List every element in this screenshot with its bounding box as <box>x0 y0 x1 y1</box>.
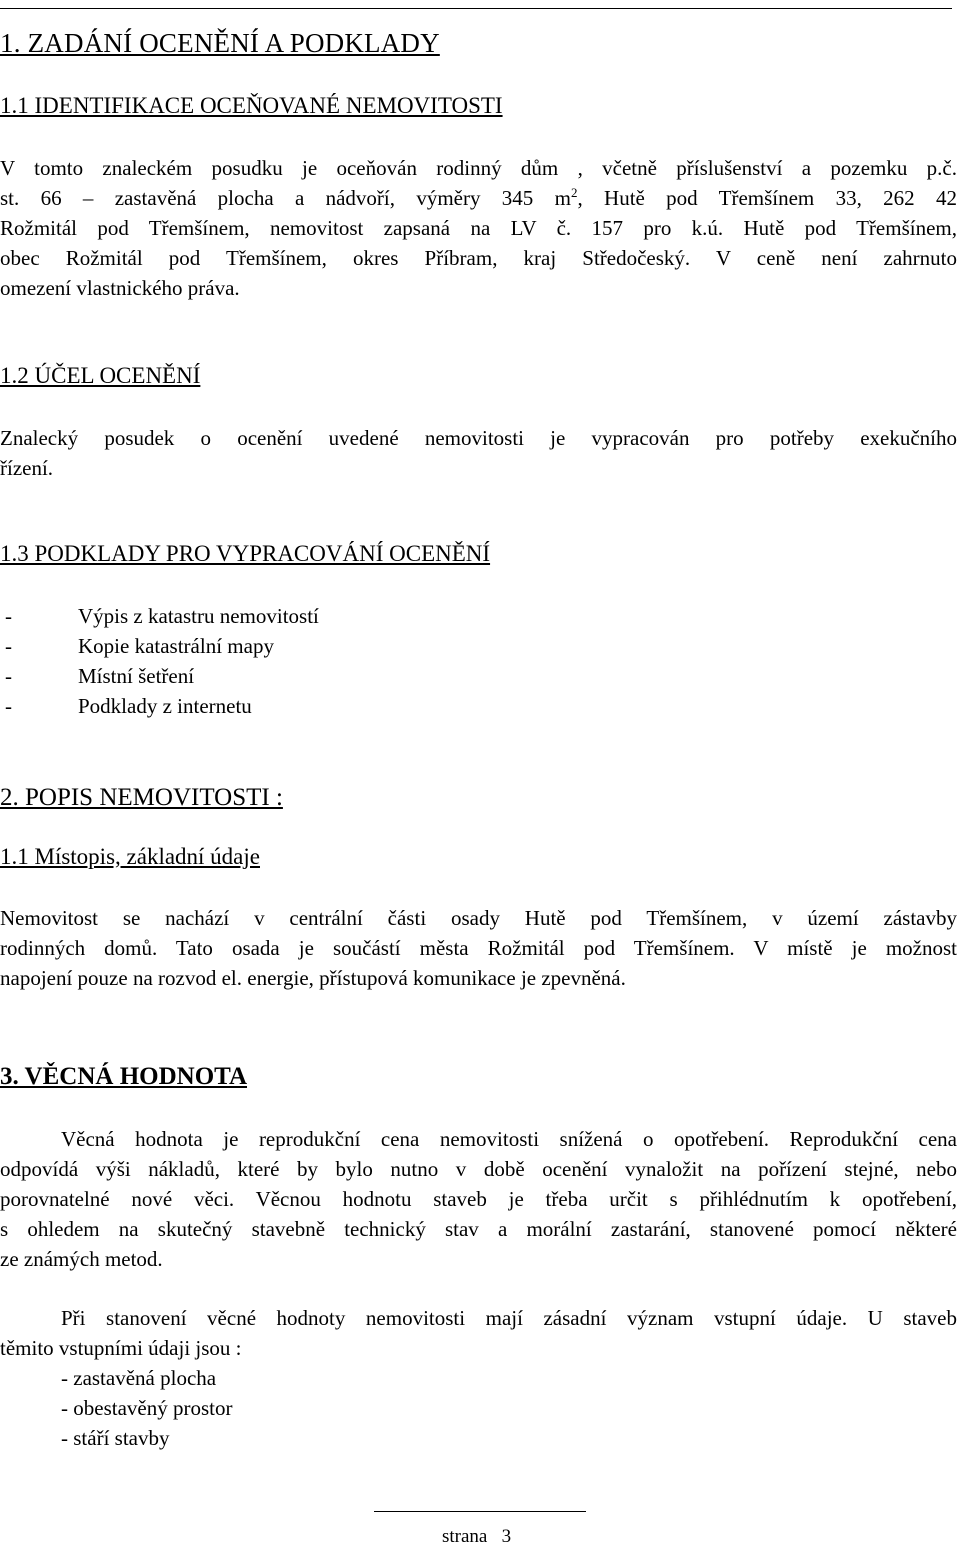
bullet: - <box>5 694 12 718</box>
superscript: 2 <box>570 185 578 200</box>
list-item-text: Výpis z katastru nemovitostí <box>78 604 319 628</box>
section-1-1-title: 1.1 IDENTIFIKACE OCEŇOVANÉ NEMOVITOSTI <box>0 93 503 118</box>
list-item: - obestavěný prostor <box>61 1396 233 1420</box>
section-3-paragraph-1 <box>0 1124 957 1274</box>
area-text: st. 66 – zastavěná plocha a nádvoří, výměry 345 m <box>0 186 571 210</box>
paragraph-line: napojení pouze na rozvod el. energie, přístupová komunikace je zpevněná. <box>0 966 626 990</box>
paragraph-line: V tomto znaleckém posudku je oceňován rodinný dům , včetně příslušenství a pozemku p.č. <box>0 156 957 180</box>
section-1-2-paragraph <box>0 423 957 483</box>
section-2-1-paragraph <box>0 903 957 993</box>
paragraph-line: Věcná hodnota je reprodukční cena nemovitosti snížená o opotřebení. Reprodukční cena <box>61 1127 957 1151</box>
paragraph-line: odpovídá výši nákladů, které by bylo nutno v době ocenění vynaložit na pořízení stejné, nebo <box>0 1157 957 1181</box>
list-item <box>0 691 319 721</box>
inputs-list <box>0 1363 232 1453</box>
list-item: - stáří stavby <box>61 1426 170 1450</box>
paragraph-line: Znalecký posudek o ocenění uvedené nemovitosti je vypracován pro potřeby exekučního <box>0 426 957 450</box>
section-1-1-paragraph <box>0 153 957 303</box>
paragraph-line: Nemovitost se nachází v centrální části osady Hutě pod Třemšínem, v území zástavby <box>0 906 957 930</box>
section-2-title: 2. POPIS NEMOVITOSTI : <box>0 784 283 811</box>
list-item-text: Místní šetření <box>78 664 195 688</box>
bullet: - <box>5 664 12 688</box>
list-item <box>0 601 319 631</box>
section-1-2-title: 1.2 ÚČEL OCENĚNÍ <box>0 363 201 388</box>
list-item-text: Podklady z internetu <box>78 694 252 718</box>
paragraph-line: Rožmitál pod Třemšínem, nemovitost zapsaná na LV č. 157 pro k.ú. Hutě pod Třemšínem, <box>0 216 957 240</box>
address-text: , Hutě pod Třemšínem 33, 262 42 <box>577 186 957 210</box>
paragraph-line: omezení vlastnického práva. <box>0 276 240 300</box>
paragraph-line: obec Rožmitál pod Třemšínem, okres Příbram, kraj Středočeský. V ceně není zahrnuto <box>0 246 957 270</box>
sources-list <box>0 601 319 721</box>
paragraph-line: Při stanovení věcné hodnoty nemovitosti mají zásadní význam vstupní údaje. U staveb <box>61 1306 957 1330</box>
paragraph-line: ze známých metod. <box>0 1247 163 1271</box>
paragraph-line: s ohledem na skutečný stavebně technický stav a morální zastarání, stanovené pomocí některé <box>0 1217 957 1241</box>
page-number: strana 3 <box>442 1526 512 1547</box>
section-3-paragraph-2 <box>0 1303 957 1363</box>
section-3-title: 3. VĚCNÁ HODNOTA <box>0 1063 248 1090</box>
list-item <box>0 661 319 691</box>
section-2-1-title: 1.1 Místopis, základní údaje <box>0 844 260 869</box>
list-item <box>0 631 319 661</box>
bullet: - <box>5 604 12 628</box>
paragraph-line: řízení. <box>0 456 54 480</box>
section-1-3-title: 1.3 PODKLADY PRO VYPRACOVÁNÍ OCENĚNÍ <box>0 541 491 566</box>
list-item: - zastavěná plocha <box>61 1366 217 1390</box>
paragraph-line: těmito vstupními údaji jsou : <box>0 1336 242 1360</box>
footer-rule <box>374 1511 586 1512</box>
section-1-title: 1. ZADÁNÍ OCENĚNÍ A PODKLADY <box>0 28 440 58</box>
list-item-text: Kopie katastrální mapy <box>78 634 274 658</box>
paragraph-line: porovnatelné nové věci. Věcnou hodnotu staveb je třeba určit s přihlédnutím k opotřebení, <box>0 1187 957 1211</box>
bullet: - <box>5 634 12 658</box>
paragraph-line: rodinných domů. Tato osada je součástí města Rožmitál pod Třemšínem. V místě je možnost <box>0 936 957 960</box>
top-rule <box>0 8 952 9</box>
paragraph-line <box>0 183 957 213</box>
